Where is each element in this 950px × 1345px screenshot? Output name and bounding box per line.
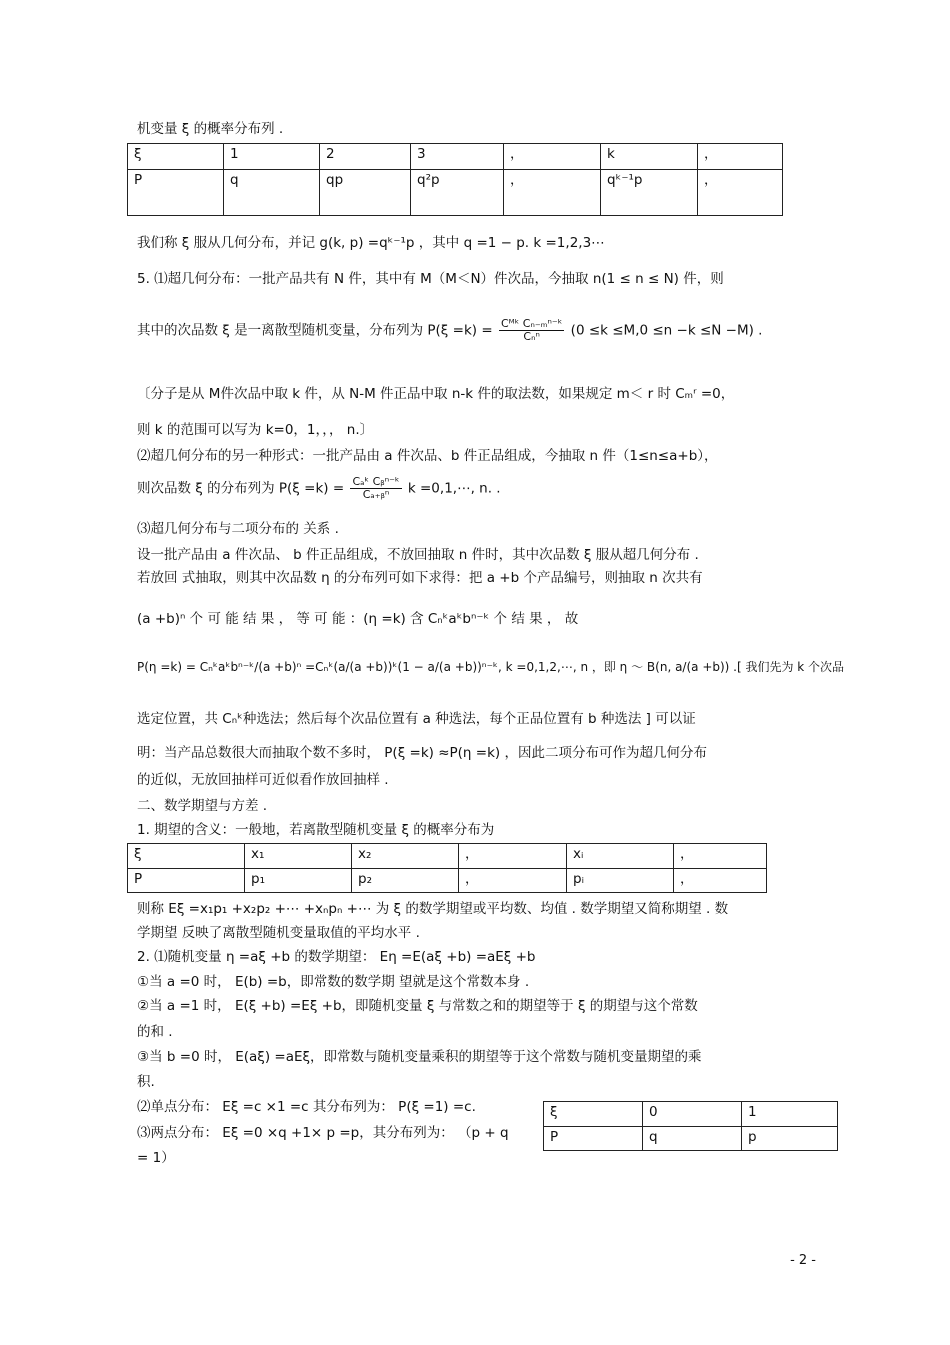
expectation-line-11: ⑶两点分布： Eξ =0 ×q +1× p =p，其分布列为： （p + q: [137, 1125, 509, 1141]
table-cell: ，: [504, 170, 601, 216]
hypergeometric-line-11: P(η =k) = Cₙᵏaᵏbⁿ⁻ᵏ/(a +b)ⁿ =Cₙᵏ(a/(a +b))ᵏ(1 − a/(a +b))ⁿ⁻ᵏ, k =0,1,2,⋯, n ，即 η ～ B(n, a/(a +b)) .[ 我们先为 k 个次品: [137, 660, 845, 674]
hypergeometric-text: 则次品数 ξ 的分布列为 P(ξ =k) =: [137, 480, 345, 497]
expectation-line-5: ①当 a =0 时， E(b) =b，即常数的数学期 望就是这个常数本身 .: [137, 974, 530, 990]
table-cell: 1: [224, 144, 320, 170]
hypergeometric-line-1: 5. ⑴超几何分布：一批产品共有 N 件，其中有 M（M＜N）件次品，今抽取 n(1 ≤ n ≤ N) 件，则: [137, 271, 724, 287]
table-cell: ξ: [128, 844, 245, 869]
fraction-numerator: Cᴹᵏ Cₙ₋ₘⁿ⁻ᵏ: [500, 317, 563, 330]
hypergeometric-line-7: ⑶超几何分布与二项分布的 关系 .: [137, 521, 339, 537]
table-cell: p₁: [245, 869, 352, 893]
expectation-line-7: 的和 .: [137, 1024, 173, 1040]
hypergeometric-line-10: (a +b)ⁿ 个 可 能 结 果 ， 等 可 能 ：(η =k) 含 Cₙᵏaᵏbⁿ⁻ᵏ 个 结 果 ， 故: [137, 611, 579, 627]
expectation-line-4: 2. ⑴随机变量 η =aξ +b 的数学期望： Eη =E(aξ +b) =aEξ +b: [137, 949, 536, 965]
table-cell: q: [224, 170, 320, 216]
expectation-line-8: ③当 b =0 时， E(aξ) =aEξ，即常数与随机变量乘积的期望等于这个常数与随机变量期望的乘: [137, 1049, 702, 1065]
table-cell: xᵢ: [567, 844, 674, 869]
hypergeometric-line-5: ⑵超几何分布的另一种形式：一批产品由 a 件次品、b 件正品组成，今抽取 n 件（1≤n≤a+b），: [137, 448, 718, 464]
table-row: [544, 1127, 838, 1151]
geometric-distribution-table: [127, 143, 783, 216]
hypergeometric-line-12: 选定位置，共 Cₙᵏ种选法；然后每个次品位置有 a 种选法，每个正品位置有 b 种选法 ] 可以证: [137, 711, 696, 727]
table-cell: q: [643, 1127, 742, 1151]
table-cell: ，: [674, 844, 767, 869]
expectation-line-12: = 1）: [137, 1150, 175, 1166]
geometric-definition: 我们称 ξ 服从几何分布，并记 g(k, p) =qᵏ⁻¹p ，其中 q =1 − p. k =1,2,3⋯: [137, 235, 605, 251]
table-cell: q²p: [411, 170, 504, 216]
table-row: [544, 1102, 838, 1127]
table-row: [128, 144, 783, 170]
table-cell: ξ: [128, 144, 224, 170]
intro-line: 机变量 ξ 的概率分布列 .: [137, 121, 284, 137]
table-cell: ，: [459, 869, 567, 893]
hypergeometric-fraction: [350, 476, 401, 501]
table-cell: ξ: [544, 1102, 643, 1127]
table-cell: P: [128, 170, 224, 216]
expectation-line-3: 学期望 反映了离散型随机变量取值的平均水平 .: [137, 925, 420, 941]
expectation-line-10: ⑵单点分布： Eξ =c ×1 =c 其分布列为： P(ξ =1) =c.: [137, 1099, 476, 1115]
expectation-line-2: 则称 Eξ =x₁p₁ +x₂p₂ +⋯ +xₙpₙ +⋯ 为 ξ 的数学期望或平均数、均值 . 数学期望又简称期望 . 数: [137, 901, 729, 917]
table-cell: p₂: [352, 869, 459, 893]
hypergeometric-line-9: 若放回 式抽取，则其中次品数 η 的分布列可如下求得：把 a +b 个产品编号，则抽取 n 次共有: [137, 570, 703, 586]
hypergeometric-line-3: 〔分子是从 M件次品中取 k 件，从 N-M 件正品中取 n-k 件的取法数，如果规定 m＜ r 时 Cₘʳ =0，: [137, 386, 735, 402]
table-cell: ，: [698, 144, 783, 170]
expectation-line-1: 1. 期望的含义：一般地，若离散型随机变量 ξ 的概率分布为: [137, 822, 495, 838]
table-row: [128, 844, 767, 869]
table-cell: 1: [742, 1102, 838, 1127]
hypergeometric-line-4: 则 k 的范围可以写为 k=0，1，，， n.〕: [137, 422, 374, 438]
hypergeometric-fraction: [499, 318, 564, 343]
table-cell: 2: [320, 144, 411, 170]
table-cell: ，: [504, 144, 601, 170]
hypergeometric-line-6: [137, 476, 501, 501]
page-number: - 2 -: [790, 1253, 816, 1268]
table-cell: P: [128, 869, 245, 893]
table-cell: x₁: [245, 844, 352, 869]
table-cell: qp: [320, 170, 411, 216]
table-cell: P: [544, 1127, 643, 1151]
table-cell: k: [601, 144, 698, 170]
hypergeometric-range: k =0,1,⋯, n. .: [407, 480, 501, 497]
fraction-numerator: Cₐᵏ Cᵦⁿ⁻ᵏ: [352, 475, 400, 488]
expectation-line-9: 积.: [137, 1074, 155, 1090]
hypergeometric-text: 其中的次品数 ξ 是一离散型随机变量，分布列为 P(ξ =k) =: [137, 322, 493, 339]
fraction-denominator: Cₙⁿ: [523, 330, 540, 343]
table-cell: pᵢ: [567, 869, 674, 893]
two-point-distribution-table: [543, 1101, 838, 1151]
table-row: [128, 170, 783, 216]
hypergeometric-line-14: 的近似，无放回抽样可近似看作放回抽样 .: [137, 772, 389, 788]
hypergeometric-range: (0 ≤k ≤M,0 ≤n −k ≤N −M) .: [570, 322, 763, 339]
hypergeometric-line-2: [137, 318, 762, 343]
hypergeometric-line-8: 设一批产品由 a 件次品、 b 件正品组成，不放回抽取 n 件时，其中次品数 ξ 服从超几何分布 .: [137, 547, 699, 563]
table-cell: ，: [698, 170, 783, 216]
expectation-line-6: ②当 a =1 时， E(ξ +b) =Eξ +b，即随机变量 ξ 与常数之和的期望等于 ξ 的期望与这个常数: [137, 998, 698, 1014]
table-cell: 0: [643, 1102, 742, 1127]
table-cell: ，: [674, 869, 767, 893]
table-cell: qᵏ⁻¹p: [601, 170, 698, 216]
table-row: [128, 869, 767, 893]
expectation-distribution-table: [127, 843, 767, 893]
table-cell: p: [742, 1127, 838, 1151]
table-cell: x₂: [352, 844, 459, 869]
table-cell: 3: [411, 144, 504, 170]
table-cell: ，: [459, 844, 567, 869]
fraction-denominator: Cₐ₊ᵦⁿ: [362, 488, 390, 501]
hypergeometric-line-13: 明：当产品总数很大而抽取个数不多时， P(ξ =k) ≈P(η =k) ，因此二项分布可作为超几何分布: [137, 745, 707, 761]
section-title: 二、数学期望与方差 .: [137, 798, 268, 814]
